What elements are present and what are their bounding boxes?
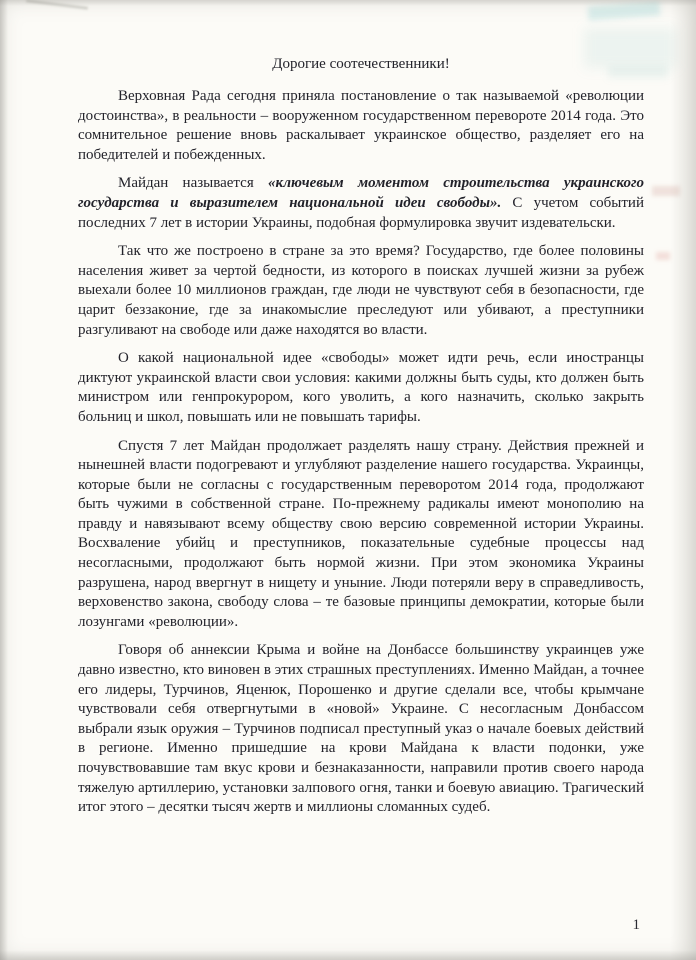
paragraph-3: Так что же построено в стране за это время? Государство, где более половины населения живет за чертой бедности, из которого в поисках лучшей жизни за рубеж выехали более 10 миллионов граждан, где люди не чувствуют себя в безопасности, где царит беззаконие, где за инакомыслие преследуют или убивают, а преступники разгуливают на свободе или даже находятся во власти.: [78, 243, 644, 338]
paragraph-2-tail: С учетом событий последних 7 лет в истории Украины, подобная формулировка звучит издевательски.: [78, 194, 644, 231]
page-number: 1: [632, 917, 640, 933]
paragraph-6: Говоря об аннексии Крыма и войне на Донбассе большинству украинцев уже давно известно, кто виновен в этих страшных преступлениях. Именно Майдан, а точнее его лидеры, Турчинов, Яценюк, Порошенко и другие сделали все, чтобы крымчане чувствовали себя отвергнутыми в «новой» Украине. С несогласным Донбассом выбрали язык оружия – Турчинов подписал преступный указ о начале боевых действий в регионе. Именно пришедшие на крови Майдана к власти подонки, уже почувствовавшие там вкус крови и безнаказанности, направили против своего народа тяжелую артиллерию, установки залпового огня, танки и боевую авиацию. Трагический итог этого – десятки тысяч жертв и миллионы сломанных судеб.: [78, 642, 644, 816]
scan-artifact-right-edge: [670, 0, 696, 960]
paragraph-2: [78, 174, 644, 233]
scan-artifact-red-mark: [652, 186, 680, 196]
paragraph-2-quote: «ключевым моментом строительства украинского государства и выразителем национальной идеи свободы».: [78, 175, 645, 211]
paragraph-2-lead: Майдан называется: [118, 175, 268, 192]
scan-artifact-top-edge: [0, 0, 696, 6]
scan-artifact-left-edge: [0, 0, 8, 960]
paragraph-4: О какой национальной идее «свободы» может идти речь, если иностранцы диктуют украинской власти свои условия: какими должны быть суды, кто должен быть министром или генпрокурором, кого уволить, а кого назначить, сколько закрыть больниц и школ, повышать или не повышать тарифы.: [78, 350, 644, 425]
scan-artifact-bottom-edge: [0, 950, 696, 960]
document-title: Дорогие соотечественники!: [272, 56, 450, 72]
scan-artifact-fold-line: [26, 0, 88, 10]
paragraph-5: Спустя 7 лет Майдан продолжает разделять нашу страну. Действия прежней и нынешней власти подогревают и углубляют разделение нашего государства. Украинцы, которые были не согласны с государственным переворотом 2014 года, продолжают быть чужими в собственной стране. По-прежнему радикалы имеют монополию на правду и навязывают всему обществу свою версию современной истории Украины. Восхваление убийц и преступников, показательные судебные процессы над несогласными, продолжают быть нормой жизни. При этом экономика Украины разрушена, народ ввергнут в нищету и уныние. Люди потеряли веру в справедливость, верховенство закона, свободу слова – те базовые принципы демократии, которые были лозунгами «революции».: [78, 437, 644, 630]
scan-artifact-red-mark: [656, 252, 670, 260]
document-content: [78, 56, 644, 827]
scan-artifact-teal-smudge: [588, 2, 661, 21]
paragraph-1: Верховная Рада сегодня приняла постановление о так называемой «революции достоинства», в реальности – вооруженном государственном перевороте 2014 года. Это сомнительное решение вновь раскалывает украинское общество, разделяет его на победителей и побежденных.: [78, 88, 644, 163]
